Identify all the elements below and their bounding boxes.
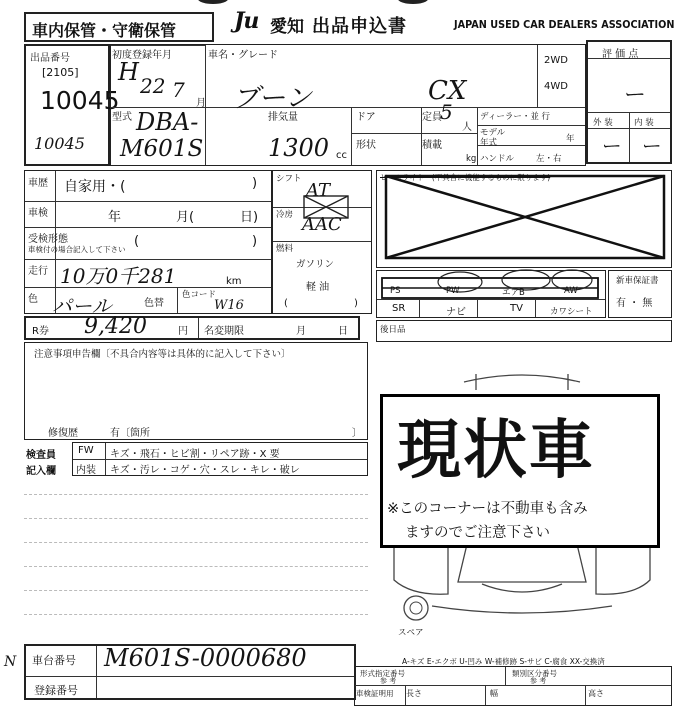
mileage-value: 10万0千281 [60, 264, 177, 288]
repair-history-close: 〕 [352, 428, 362, 439]
repair-history-label: 修復歴 [48, 428, 78, 439]
aircon-value: AAC [302, 214, 342, 235]
inspector-fw-text: キズ・飛石・ヒビ割・リペア跡・X 要 [110, 449, 280, 460]
first-registration-year: 22 [140, 74, 166, 98]
fuel-light-oil: 軽 油 [306, 282, 330, 293]
height-label: 高さ [588, 689, 604, 698]
history-label: 車歴 [28, 178, 48, 189]
mileage-unit: km [226, 276, 242, 287]
repair-history-value: 有〔箇所 [110, 428, 150, 439]
aircon-strike-mark [300, 180, 358, 238]
shift-label: シフト [276, 174, 302, 184]
stamp-title: 現状車 [397, 414, 595, 488]
length-label: 長さ [406, 689, 422, 698]
recycle-unit: 円 [178, 326, 188, 337]
year-unit: 年 [566, 134, 575, 144]
entry-number-label: 出品番号 [30, 53, 70, 64]
shift-value: AT [306, 180, 331, 201]
mileage-label: 走行 [28, 266, 48, 277]
option-tv: TV [510, 303, 523, 314]
registration-label: 登録番号 [34, 684, 78, 697]
recycle-value: 9,420 [84, 314, 147, 339]
color-code-value: W16 [214, 298, 244, 313]
color-label: 色 [28, 294, 38, 305]
notes-lines [24, 476, 368, 636]
storage-box [24, 12, 214, 42]
association-name: JAPAN USED CAR DEALERS ASSOCIATION [454, 18, 675, 31]
logo-prefecture: 愛知 [270, 17, 304, 37]
inspector-interior-text: キズ・汚レ・コゲ・穴・スレ・キレ・破レ [110, 465, 300, 476]
struck-cross-mark [376, 170, 672, 268]
fuel-label: 燃料 [276, 244, 294, 254]
reception-label: 受検形態 [28, 234, 68, 245]
struck-feature-note: ヒールライト・(不具合に機能するものに限ります) [380, 173, 551, 182]
shaken-year: 年 [108, 210, 122, 225]
handle-label: ハンドル [480, 154, 515, 164]
model-type-value-1: DBA- [136, 108, 199, 136]
type-cert-reference: 参 考 [380, 677, 397, 685]
ju-logo: Ju [234, 8, 259, 34]
option-power-seat: カワシート [550, 307, 593, 317]
stamp-note-line-1: ※このコーナーは不動車も含み [387, 501, 588, 517]
option-sr: SR [392, 303, 406, 314]
inspector-label-2: 記入欄 [26, 466, 56, 477]
model-year-label-2: 年式 [480, 138, 498, 148]
option-pw: PW [446, 286, 460, 296]
model-type-value-2: M601S [120, 136, 204, 162]
capacity-value: 5 [440, 100, 453, 124]
handle-options: 左・右 [536, 154, 562, 164]
option-ps: PS [390, 286, 401, 296]
option-airbag: エアB [502, 288, 525, 298]
score-label: 評 価 点 [602, 49, 639, 60]
shaken-day: 日) [240, 210, 259, 225]
stamp-box [380, 394, 660, 548]
color-swap-label: 色替 [144, 298, 164, 309]
load-unit: kg [466, 154, 477, 164]
model-year-label: モデル [480, 128, 506, 138]
chassis-value: M601S-0000680 [104, 644, 307, 672]
car-grade-value: CX [428, 76, 467, 106]
car-name-value: ブーン [232, 83, 312, 114]
door-label: ドア [356, 112, 376, 123]
inspector-interior-label: 内装 [76, 465, 96, 476]
load-label: 積載 [422, 140, 442, 151]
spare-label: スペア [398, 628, 424, 638]
lot-code: [2105] [42, 66, 79, 79]
model-type-label: 型式 [112, 112, 132, 123]
interior-value: ー [640, 134, 660, 158]
reception-note: 車検付の場合記入して下さい [28, 245, 126, 254]
inspector-label-1: 検査員 [26, 450, 56, 461]
color-code-label: 色コード [182, 290, 217, 300]
car-name-label: 車名・グレード [208, 50, 278, 61]
option-navi: ナビ [446, 307, 466, 318]
capacity-unit: 人 [462, 122, 472, 133]
first-registration-month: 7 [172, 78, 185, 102]
fuel-gasoline: ガソリン [296, 259, 335, 270]
cert-label: 車検証明用 [356, 689, 394, 698]
lot-number: 10045 [40, 86, 120, 115]
history-value: 自家用・( [64, 179, 126, 195]
after-items-box [376, 320, 672, 342]
displacement-value: 1300 [268, 134, 330, 162]
after-items-label: 後日品 [380, 325, 406, 335]
displacement-unit: cc [336, 150, 347, 161]
shape-label: 形状 [356, 140, 376, 151]
option-aw: AW [564, 286, 578, 296]
interior-label: 内 装 [634, 118, 654, 128]
shaken-month: 月( [176, 210, 195, 225]
dealer-label: ディーラー・並 行 [480, 112, 551, 122]
shaken-label: 車検 [28, 208, 48, 219]
name-change-day: 日 [338, 326, 348, 337]
drive-4wd: 4WD [544, 81, 568, 92]
warranty-label: 新車保証書 [616, 276, 659, 286]
storage-label: 車内保管・守衛保管 [32, 21, 177, 40]
reception-close: ) [252, 234, 258, 249]
first-registration-label: 初度登録年月 [112, 50, 172, 61]
drive-2wd: 2WD [544, 55, 568, 66]
month-unit: 月 [196, 98, 206, 109]
chassis-label: 車台番号 [32, 654, 76, 667]
displacement-label: 排気量 [268, 112, 298, 123]
class-reference: 参 考 [530, 677, 547, 685]
history-close: ) [252, 176, 258, 191]
width-label: 幅 [490, 689, 498, 698]
class-label: 類別区分番号 [512, 669, 557, 678]
exterior-value: ー [600, 134, 620, 158]
lot-number-handwritten: 10045 [34, 134, 85, 153]
exterior-label: 外 装 [593, 118, 613, 128]
stamp-note-line-2: ますのでご注意下さい [405, 525, 550, 541]
top-edge-marks [0, 0, 700, 6]
score-value: ー [622, 83, 645, 108]
fuel-paren-open: ( [284, 298, 288, 309]
capacity-label: 定員 [422, 112, 442, 123]
type-cert-label: 形式指定番号 [360, 669, 405, 678]
recycle-label: R券 [32, 326, 49, 337]
name-change-month: 月 [296, 326, 306, 337]
inspector-fw-label: FW [78, 445, 94, 456]
reception-open: ( [134, 234, 140, 249]
first-registration-era: H [118, 58, 139, 86]
notice-title: 注意事項申告欄〔不具合内容等は具体的に記入して下さい〕 [34, 349, 291, 360]
fuel-paren-close: ) [354, 298, 358, 309]
damage-legend: A-キズ E-エクボ U-凹み W-補修跡 S-サビ C-腐食 XX-交換済 [402, 657, 605, 666]
color-value: パール [52, 294, 112, 318]
warranty-options: 有 ・ 無 [616, 298, 653, 309]
recycle-box [24, 316, 360, 340]
aircon-label: 冷房 [276, 210, 294, 220]
name-change-label: 名変期限 [204, 326, 244, 337]
form-title: 出品申込書 [312, 16, 407, 37]
side-mark: N [4, 654, 17, 670]
entry-number-box [24, 44, 120, 166]
rating-box [586, 40, 672, 164]
options-strike-mark [376, 266, 606, 302]
